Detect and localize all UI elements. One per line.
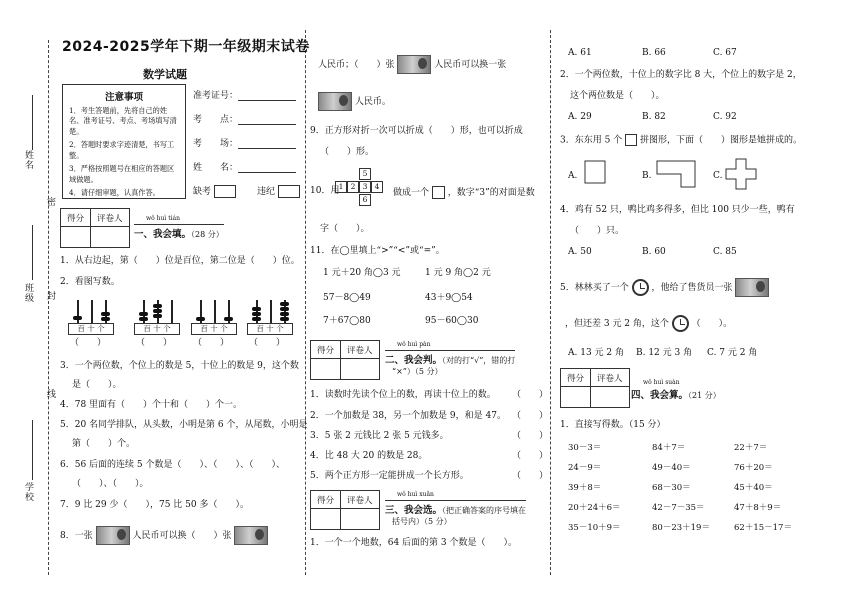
compare-item: 7＋67◯80 [323, 316, 371, 326]
school-line [32, 420, 33, 480]
s1-q7: 7．9 比 29 少（ ），75 比 50 多（ ）。 [60, 500, 249, 510]
exam-site-field[interactable]: 考 点： [193, 112, 296, 125]
alarm-clock-icon [672, 315, 689, 332]
s1-q8-cont: 人民币；（ ）张 人民币可以换一张 [318, 55, 506, 74]
option: B. 12 元 3 角 [636, 348, 693, 358]
student-name-field[interactable]: 姓 名： [193, 160, 296, 173]
calc-item: 80－23＋19＝ [652, 523, 710, 533]
section2-note: “×”）（5 分） [392, 367, 443, 376]
s3-q5-cont: ，但还差 3 元 2 角，这个 （ ）。 [565, 315, 732, 332]
option: C. 67 [713, 48, 737, 58]
option: A. 61 [568, 48, 592, 58]
score-table: 得分 评卷人 [60, 208, 130, 248]
s3-q2-cont: 这个两位数是（ ）。 [570, 91, 665, 101]
section3-note: 括号内）（5 分） [392, 517, 452, 526]
s1-q5: 5．20 名同学排队，从头数，小明是第 6 个，从尾数，小明是 [60, 420, 308, 430]
banknote-10-icon [234, 526, 268, 545]
s3-q2: 2．一个两位数，十位上的数字比 8 大，个位上的数字是 2， [560, 70, 802, 80]
s1-q3-cont: 是（ ）。 [72, 380, 122, 390]
option: C. [713, 171, 723, 181]
option: C. 92 [713, 112, 737, 122]
shape-b-icon [656, 160, 696, 188]
cube-net-diagram: 5 1 2 3 4 6 [335, 168, 383, 208]
answer-paren[interactable]: （ ） [512, 471, 549, 481]
s1-q3: 3．一个两位数，个位上的数是 5，十位上的数是 9，这个数 [60, 361, 299, 371]
name-label: 姓名 [23, 150, 33, 170]
compare-item: 57－8◯49 [323, 293, 371, 303]
abacus-1: 百 十 个 （ ） [68, 296, 116, 348]
judge-item: 3．5 张 2 元钱比 2 张 5 元钱多。 [310, 431, 449, 441]
answer-paren[interactable]: （ ） [512, 390, 549, 400]
calc-item: 20＋24＋6＝ [568, 503, 621, 513]
column-divider [550, 30, 551, 575]
s1-q9: 9．正方形对折一次可以折成（ ）形，也可以折成 [310, 126, 523, 136]
option: B. [642, 171, 652, 181]
s3-q4-cont: （ ）只。 [570, 226, 625, 236]
compare-item: 1 元 9 角◯2 元 [425, 268, 491, 278]
calc-item: 39＋8＝ [568, 483, 602, 493]
column-divider [305, 30, 306, 575]
calc-item: 76＋20＝ [734, 463, 773, 473]
option: C. 7 元 2 角 [707, 348, 758, 358]
s4-q1: 1．直接写得数。（15 分） [560, 420, 666, 430]
option: A. 13 元 2 角 [568, 348, 624, 358]
s1-q6-cont: （ ）、（ ）。 [72, 479, 149, 489]
s1-q8: 8．一张 人民币可以换（ ）张 [60, 526, 268, 545]
compare-item: 43＋9◯54 [425, 293, 473, 303]
answer-paren[interactable]: （ ） [512, 451, 549, 461]
s1-q6: 6．56 后面的连续 5 个数是（ ）、（ ）、（ ）、 [60, 460, 285, 470]
s1-q8-end: 人民币。 [318, 92, 391, 111]
answer-paren[interactable]: （ ） [512, 431, 549, 441]
section2-pinyin: wǒ huì pàn [397, 341, 431, 348]
s3-q5: 5．林林买了一个 ，他给了售货员一张 [560, 278, 769, 297]
s1-q10-text: 做成一个 ，数字“3”的对面是数 [393, 188, 535, 198]
compare-item: 95－60◯30 [425, 316, 479, 326]
calc-item: 24－9＝ [568, 463, 602, 473]
notice-item: 3．严格按照题号在相应的答题区域做题。 [69, 164, 175, 184]
s1-q10: 10．用 [310, 186, 340, 196]
banknote-10-icon [735, 278, 769, 297]
seal-mi: 密 [45, 197, 55, 207]
judge-item: 4．比 48 大 20 的数是 28。 [310, 451, 428, 461]
notice-item: 2．答题时要求字迹清楚，书写工整。 [69, 140, 175, 160]
banknote-10-icon [397, 55, 431, 74]
judge-item: 2．一个加数是 38，另一个加数是 9，和是 47。 [310, 411, 506, 421]
judge-item: 5．两个正方形一定能拼成一个长方形。 [310, 471, 469, 481]
option: A. 29 [568, 112, 592, 122]
s3-q4: 4．鸡有 52 只，鸭比鸡多得多，但比 100 只少一些，鸭有 [560, 205, 795, 215]
square-icon [625, 134, 637, 146]
calc-item: 62＋15－17＝ [734, 523, 792, 533]
compare-item: 1 元＋20 角◯3 元 [323, 268, 401, 278]
abacus-2: 百 十 个 （ ） [134, 296, 182, 348]
s1-q5-cont: 第（ ）个。 [72, 439, 136, 449]
option: A. 50 [568, 247, 592, 257]
violation-field[interactable]: 违纪 [257, 184, 300, 198]
s3-q3: 3．东东用 5 个 拼图形，下面（ ）图形是她拼成的。 [560, 135, 802, 146]
calc-item: 30－3＝ [568, 443, 602, 453]
exam-title: 2024-2025学年下期一年级期末试卷 [62, 39, 310, 55]
exam-number-field[interactable]: 准考证号： [193, 88, 296, 101]
class-label: 班级 [23, 283, 33, 303]
abacus-4: 百 十 个 （ ） [247, 296, 295, 348]
score-table: 得分 评卷人 [560, 368, 630, 408]
option: A. [568, 171, 578, 181]
s1-q10-cont: 字（ ）。 [320, 224, 370, 234]
score-table: 得分 评卷人 [310, 490, 380, 530]
s1-q2: 2．看图写数。 [60, 277, 120, 287]
exam-room-field[interactable]: 考 场： [193, 136, 296, 149]
school-label: 学校 [23, 482, 33, 502]
seal-xian: 线 [45, 389, 55, 399]
notice-item: 1．考生答题前，先将自己的姓名、准考证号、考点、考场填写清楚。 [69, 106, 177, 136]
alarm-clock-icon [632, 279, 649, 296]
score-table: 得分 评卷人 [310, 340, 380, 380]
abacus-3: 百 十 个 （ ） [191, 296, 239, 348]
calc-item: 47＋8＋9＝ [734, 503, 782, 513]
option: B. 66 [642, 48, 666, 58]
class-line [32, 225, 33, 280]
section1-heading: 一、我会填。（28 分） [134, 224, 224, 240]
calc-item: 84＋7＝ [652, 443, 686, 453]
notice-title: 注意事项 [104, 92, 143, 103]
option: B. 82 [642, 112, 666, 122]
seal-feng: 封 [45, 291, 55, 301]
s1-q4: 4．78 里面有（ ）个十和（ ）个一。 [60, 400, 243, 410]
s3-q1: 1．一个一个地数，64 后面的第 3 个数是（ ）。 [310, 538, 517, 548]
option: C. 85 [713, 247, 737, 257]
section3-pinyin: wǒ huì xuǎn [397, 491, 434, 498]
calc-item: 68－30＝ [652, 483, 691, 493]
name-line [32, 95, 33, 150]
section4-pinyin: wǒ huì suàn [643, 379, 680, 386]
answer-paren[interactable]: （ ） [512, 411, 549, 421]
option: B. 60 [642, 247, 666, 257]
calc-item: 35－10＋9＝ [568, 523, 621, 533]
exam-subject: 数学试题 [143, 68, 187, 81]
cube-icon [432, 186, 445, 199]
section3-heading: 三、我会选。（把正确答案的序号填在 [385, 500, 526, 516]
calc-item: 22＋7＝ [734, 443, 768, 453]
section4-heading: 四、我会算。（21 分） [631, 390, 721, 401]
absence-field[interactable]: 缺考 [193, 184, 236, 198]
notice-item: 4．请仔细审题，认真作答。 [69, 188, 160, 198]
calc-item: 42－7－35＝ [652, 503, 705, 513]
banknote-20-icon [96, 526, 130, 545]
judge-item: 1．读数时先读个位上的数，再读十位上的数。 [310, 390, 496, 400]
section1-pinyin: wǒ huì tián [146, 215, 180, 222]
calc-item: 45＋40＝ [734, 483, 773, 493]
shape-a-icon [584, 160, 606, 184]
s1-q11: 11．在◯里填上“>”“<”或“=”。 [310, 246, 445, 256]
notice-box [62, 84, 186, 199]
binding-line [48, 40, 49, 575]
banknote-100-icon [318, 92, 352, 111]
calc-item: 49－40＝ [652, 463, 691, 473]
s1-q9-cont: （ ）形。 [320, 147, 375, 157]
section2-heading: 二、我会判。（对的打“√”，错的打 [385, 350, 515, 366]
s1-q1: 1．从右边起，第（ ）位是百位，第二位是（ ）位。 [60, 256, 300, 266]
shape-c-icon [725, 158, 757, 190]
